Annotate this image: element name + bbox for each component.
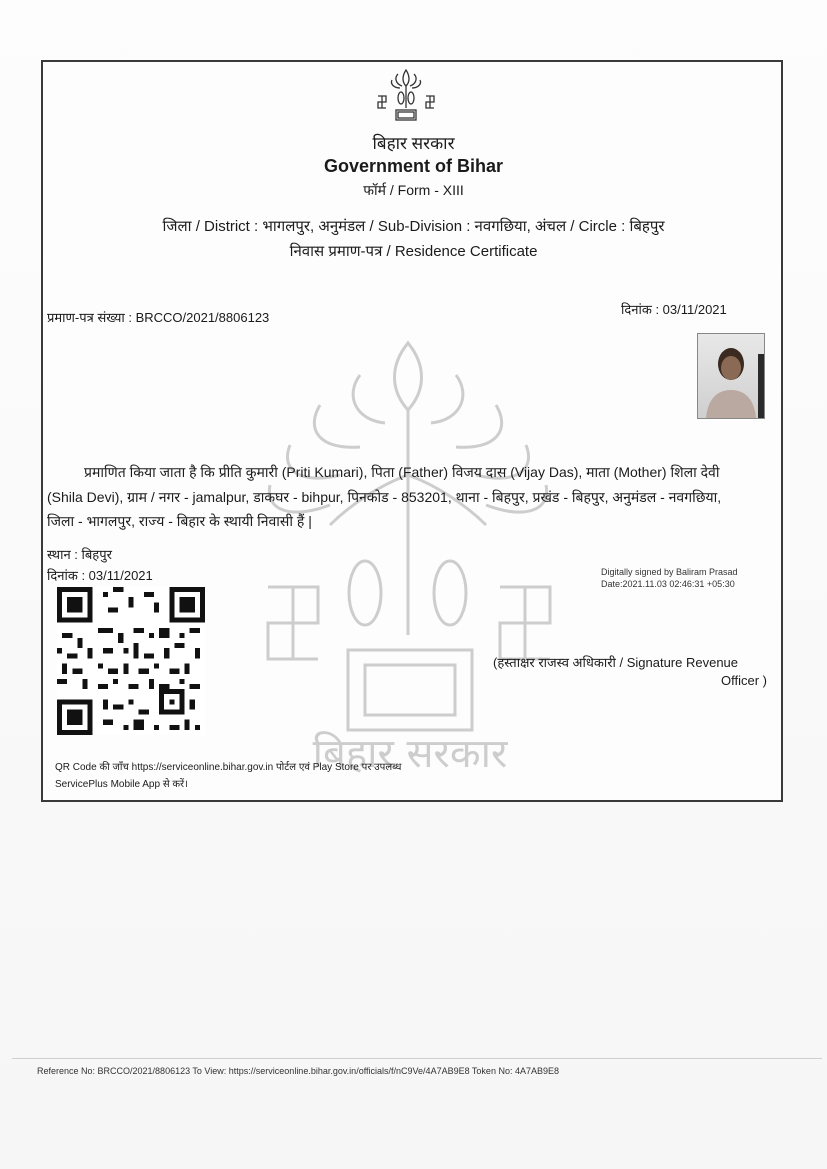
digital-signature-line-2: Date:2021.11.03 02:46:31 +05:30 <box>601 579 735 589</box>
gov-title-english: Government of Bihar <box>323 156 504 176</box>
qr-code[interactable] <box>57 587 205 735</box>
certificate-body-line-1: प्रमाणित किया जाता है कि प्रीति कुमारी (Priti Kumari), पिता (Father) विजय दास (Vijay Das), माता (Mother) शिला देवी <box>84 464 720 480</box>
place-date: दिनांक : 03/11/2021 <box>47 568 153 583</box>
signature-label-line-1: (हस्ताक्षर राजस्व अधिकारी / Signature Revenue <box>493 655 739 670</box>
certificate-body-line-3: जिला - भागलपुर, राज्य - बिहार के स्थायी निवासी हैं | <box>47 513 312 529</box>
footer-divider <box>12 1058 822 1059</box>
certificate-title: निवास प्रमाण-पत्र / Residence Certificate <box>289 243 538 260</box>
footer-reference: Reference No: BRCCO/2021/8806123 To View: https://serviceonline.bihar.gov.in/officials/f/nC9Ve/4A7AB9E8 Token No: 4A7AB9E8 <box>37 1066 559 1076</box>
applicant-photo <box>697 333 765 419</box>
watermark-text: बिहार सरकार <box>312 731 508 775</box>
watermark-emblem-icon <box>250 335 570 775</box>
issue-date: दिनांक : 03/11/2021 <box>621 302 727 317</box>
certificate-body-line-2: (Shila Devi), ग्राम / नगर - jamalpur, डाकघर - bihpur, पिनकोड - 853201, थाना - बिहपुर, प्रखंड - बिहपुर, अनुमंडल - नवगछिया, <box>47 489 722 505</box>
gov-title-hindi: बिहार सरकार <box>372 134 455 153</box>
district-line: जिला / District : भागलपुर, अनुमंडल / Sub-Division : नवगछिया, अंचल / Circle : बिहपुर <box>162 218 665 235</box>
qr-note-line-1: QR Code की जाँच https://serviceonline.bihar.gov.in पोर्टल एवं Play Store पर उपलब्ध <box>55 762 402 773</box>
certificate-number: प्रमाण-पत्र संख्या : BRCCO/2021/8806123 <box>47 310 270 325</box>
place-label: स्थान : बिहपुर <box>47 547 112 562</box>
digital-signature-line-1: Digitally signed by Baliram Prasad <box>601 567 738 577</box>
signature-label-line-2: Officer ) <box>721 673 767 688</box>
form-number: फॉर्म / Form - XIII <box>363 182 464 198</box>
bihar-emblem-icon <box>372 66 440 128</box>
qr-note-line-2: ServicePlus Mobile App से करें। <box>55 779 188 790</box>
